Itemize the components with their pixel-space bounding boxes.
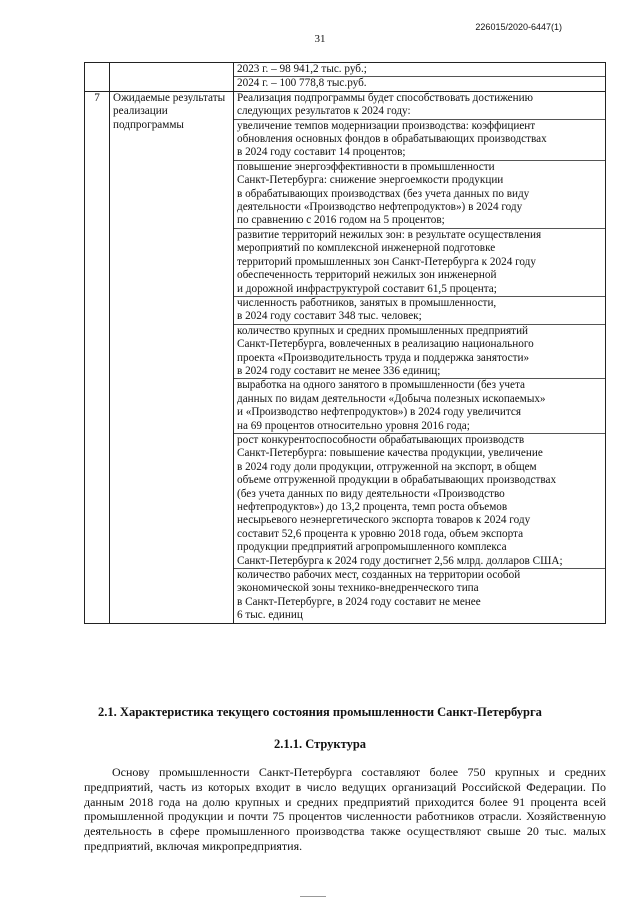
results-cell [234, 91, 606, 623]
result-item [234, 379, 605, 434]
result-line: Санкт-Петербурга, вовлеченных в реализацию национального [237, 338, 534, 351]
result-line: рост конкурентоспособности обрабатывающих производств [237, 433, 525, 446]
budget-line: 2023 г. – 98 941,2 тыс. руб.; [234, 63, 605, 77]
result-line: в 2024 году составит 14 процентов; [237, 146, 406, 159]
result-line: объеме отгруженной продукции в обрабатывающих производствах [237, 474, 557, 487]
result-item [234, 229, 605, 297]
passport-table [84, 62, 606, 624]
result-line: в 2024 году составит не менее 336 единиц; [237, 364, 441, 377]
result-line: количество крупных и средних промышленных предприятий [237, 324, 529, 337]
result-line: данных по видам деятельности «Добыча полезных ископаемых» [237, 392, 546, 405]
result-line: на 69 процентов относительно уровня 2016 года; [237, 419, 470, 432]
result-line: 6 тыс. единиц [237, 609, 303, 622]
result-line: обеспеченность территорий нежилых зон инженерной [237, 269, 497, 282]
result-line: развитие территорий нежилых зон: в результате осуществления [237, 228, 542, 241]
result-line: мероприятий по комплексной инженерной подготовке [237, 242, 496, 255]
row-label: Ожидаемые результаты реализации подпрограммы [110, 91, 234, 623]
footer-mark [300, 896, 326, 897]
result-line: Санкт-Петербурга: повышение качества продукции, увеличение [237, 447, 543, 460]
cell-empty-num [85, 63, 110, 92]
document-id: 226015/2020-6447(1) [475, 22, 562, 32]
result-item [234, 297, 605, 325]
budget-line: 2024 г. – 100 778,8 тыс.руб. [237, 77, 367, 90]
result-line: Реализация подпрограммы будет способствовать достижению [237, 91, 533, 104]
section-heading: 2.1. Характеристика текущего состояния промышленности Санкт-Петербурга [98, 705, 542, 719]
result-item [234, 92, 605, 120]
result-line: численность работников, занятых в промышленности, [237, 296, 497, 309]
result-line: и дорожной инфраструктурой составит 61,5 процента; [237, 282, 497, 295]
row-number: 7 [85, 91, 110, 623]
cell-empty-label [110, 63, 234, 92]
result-line: увеличение темпов модернизации производства: коэффициент [237, 119, 536, 132]
result-line: в обрабатывающих производствах (без учета данных по виду [237, 187, 530, 200]
result-line: в 2024 году доли продукции, отгруженной на экспорт, в общем [237, 460, 537, 473]
result-line: количество рабочих мест, созданных на территории особой [237, 569, 521, 582]
result-line: в Санкт-Петербурге, в 2024 году составит не менее [237, 595, 481, 608]
result-item [234, 120, 605, 161]
cell-budget-lines [234, 63, 606, 92]
page-number: 31 [314, 33, 326, 45]
result-line: территорий промышленных зон Санкт-Петербурга к 2024 году [237, 255, 536, 268]
result-item [234, 434, 605, 569]
result-line: нефтепродуктов») до 13,2 процента, темп роста объемов [237, 501, 508, 513]
result-line: (без учета данных по виду деятельности «Производство [237, 487, 505, 500]
table-row-continuation [85, 63, 606, 92]
result-item [234, 569, 605, 623]
body-paragraph-text: Основу промышленности Санкт-Петербурга составляют более 750 крупных и средних предприятий, часть из которых входит в число ведущих организаций Российской Федерации. По данным 2018 года на долю крупных и средних предприятий приходится более 91 процента всей промышленной продукции и почти 75 процентов численности работников отрасли. Хозяйственную деятельность в сфере промышленного производства также осуществляют свыше 20 тыс. малых предприятий, включая микропредприятия. [84, 765, 606, 853]
result-line: выработка на одного занятого в промышленности (без учета [237, 379, 526, 392]
result-line: проекта «Производительность труда и поддержка занятости» [237, 351, 530, 364]
result-line: следующих результатов к 2024 году: [237, 105, 411, 118]
table-row-results [85, 91, 606, 623]
result-line: повышение энергоэффективности в промышленности [237, 160, 495, 173]
result-line: продукции предприятий агропромышленного комплекса [237, 541, 507, 554]
result-line: составит 52,6 процента к уровню 2018 года, объем экспорта [237, 527, 524, 540]
result-line: несырьевого неэнергетического экспорта товаров к 2024 году [237, 514, 531, 527]
result-line: экономической зоны технико-внедренческого типа [237, 582, 479, 595]
result-line: и «Производство нефтепродуктов») в 2024 году увеличится [237, 406, 522, 419]
result-line: обновления основных фондов в обрабатывающих производствах [237, 133, 547, 146]
result-line: по сравнению с 2016 годом на 5 процентов; [237, 214, 445, 227]
subsection-heading: 2.1.1. Структура [273, 737, 367, 751]
result-item [234, 161, 605, 229]
result-line: деятельности «Производство нефтепродуктов») в 2024 году [237, 201, 523, 214]
result-item [234, 325, 605, 380]
result-line: Санкт-Петербурга к 2024 году достигнет 2,56 млрд. долларов США; [237, 554, 563, 567]
result-line: Санкт-Петербурга: снижение энергоемкости продукции [237, 174, 504, 187]
body-paragraph [84, 765, 606, 854]
result-line: в 2024 году составит 348 тыс. человек; [237, 310, 422, 323]
